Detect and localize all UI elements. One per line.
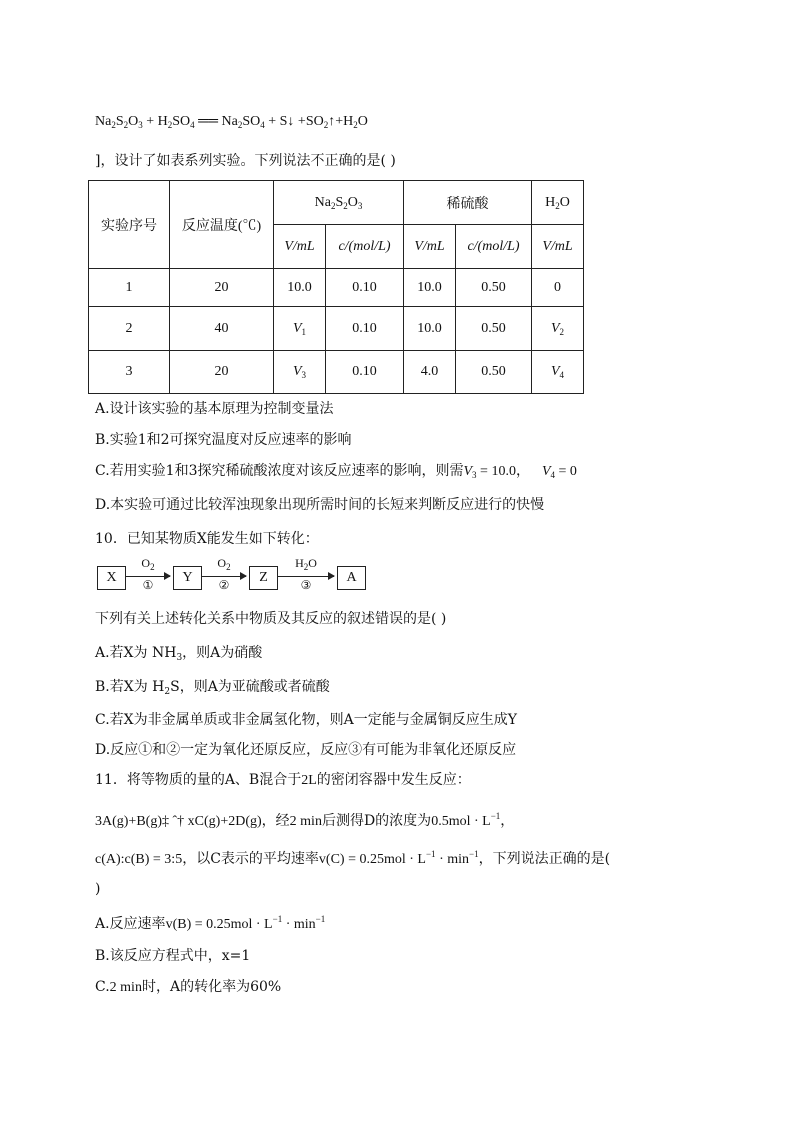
q10-option-a: A.若X为 $NH_3$，则A为硝酸: [95, 645, 263, 663]
arrow-1: [126, 576, 170, 577]
q10-question: 下列有关上述转化关系中物质及其反应的叙述错误的是( ): [95, 611, 447, 627]
q10-stem: 10．已知某物质X能发生如下转化：: [95, 531, 319, 547]
q9-intro: ]，设计了如表系列实验。下列说法不正确的是( ): [95, 153, 396, 169]
q11-ratio-rate: c(A):c(B) = 3:5，以C表示的平均速率$v(C) = 0.25mol \cdot L^{-1} \cdot \min^{-1}$，下列说法正确的是(: [95, 849, 611, 867]
header-h2o: $H_2O$: [532, 181, 584, 225]
sub-header-c: c/(mol/L): [456, 225, 532, 269]
cell-v3: $V_2$: [532, 307, 584, 351]
q11-stem: 11．将等物质的量的A、B混合于2L的密闭容器中发生反应：: [95, 772, 471, 788]
table-row: [89, 269, 584, 307]
cell-c1: 0.10: [326, 307, 404, 351]
cell-temp: 20: [170, 269, 274, 307]
arrow-2: [202, 576, 246, 577]
cell-temp: 40: [170, 307, 274, 351]
sub-header-v: V/mL: [404, 225, 456, 269]
node-a: A: [337, 566, 366, 590]
node-z: Z: [249, 566, 278, 590]
cell-seq: 2: [89, 307, 170, 351]
experiment-table: [88, 180, 584, 394]
sub-header-c: c/(mol/L): [326, 225, 404, 269]
header-na2s2o3: $Na_2S_2O_3$: [274, 181, 404, 225]
cell-v3: 0: [532, 269, 584, 307]
cell-c1: 0.10: [326, 351, 404, 394]
q11-option-b: B.该反应方程式中，x=1: [95, 948, 251, 964]
q11-close-paren: ): [95, 881, 101, 897]
header-acid: 稀硫酸: [404, 181, 532, 225]
reagent-2: $O_2$: [217, 556, 231, 572]
reagent-1: $O_2$: [141, 556, 155, 572]
table-row: [89, 351, 584, 394]
cell-c2: 0.50: [456, 269, 532, 307]
cell-c2: 0.50: [456, 307, 532, 351]
q11-option-c: C.2 min时，A的转化率为60%: [95, 979, 282, 995]
step-3: ③: [300, 578, 312, 592]
table-row: [89, 307, 584, 351]
cell-v2: 10.0: [404, 307, 456, 351]
q10-option-d: D.反应①和②一定为氧化还原反应，反应③有可能为非氧化还原反应: [95, 742, 517, 758]
cell-seq: 1: [89, 269, 170, 307]
q11-equation: 3A(g)+B(g)‡ ˆ† xC(g)+2D(g)，经2 min后测得D的浓度为$0.5mol \cdot L^{-1}$，: [95, 811, 515, 829]
arrow-3: [278, 576, 334, 577]
step-1: ①: [142, 578, 154, 592]
cell-v2: 10.0: [404, 269, 456, 307]
q9-option-d: D.本实验可通过比较浑浊现象出现所需时间的长短来判断反应进行的快慢: [95, 497, 545, 513]
cell-v1: 10.0: [274, 269, 326, 307]
cell-v1: $V_3$: [274, 351, 326, 394]
q9-option-c: C.若用实验1和3探究稀硫酸浓度对该反应速率的影响，则需$V_3 = 10.0$， $V_4 = 0$: [95, 463, 577, 480]
cell-seq: 3: [89, 351, 170, 394]
cell-v1: $V_1$: [274, 307, 326, 351]
header-seq: 实验序号: [89, 181, 170, 269]
reagent-3: $H_2O$: [295, 556, 317, 572]
cell-v3: $V_4$: [532, 351, 584, 394]
header-temp: 反应温度(℃): [170, 181, 274, 269]
sub-header-v: V/mL: [274, 225, 326, 269]
step-2: ②: [218, 578, 230, 592]
cell-c1: 0.10: [326, 269, 404, 307]
q9-option-b: B.实验1和2可探究温度对反应速率的影响: [95, 432, 352, 448]
node-x: X: [97, 566, 126, 590]
q10-option-b: B.若X为 $H_2S$，则A为亚硫酸或者硫酸: [95, 679, 330, 697]
cell-c2: 0.50: [456, 351, 532, 394]
node-y: Y: [173, 566, 202, 590]
sub-header-v: V/mL: [532, 225, 584, 269]
q9-option-a: A.设计该实验的基本原理为控制变量法: [95, 401, 334, 417]
cell-v2: 4.0: [404, 351, 456, 394]
q11-option-a: A.反应速率$v(B) = 0.25mol \cdot L^{-1} \cdot \min^{-1}$: [95, 914, 326, 932]
reaction-equation: $Na_2S_2O_3 + H_2SO_4$ ══ $Na_2SO_4$ + S↓ $+SO_2↑+H_2O$: [95, 114, 368, 130]
conversion-chain: [95, 556, 365, 596]
q10-option-c: C.若X为非金属单质或非金属氢化物，则A一定能与金属铜反应生成Y: [95, 712, 517, 728]
cell-temp: 20: [170, 351, 274, 394]
